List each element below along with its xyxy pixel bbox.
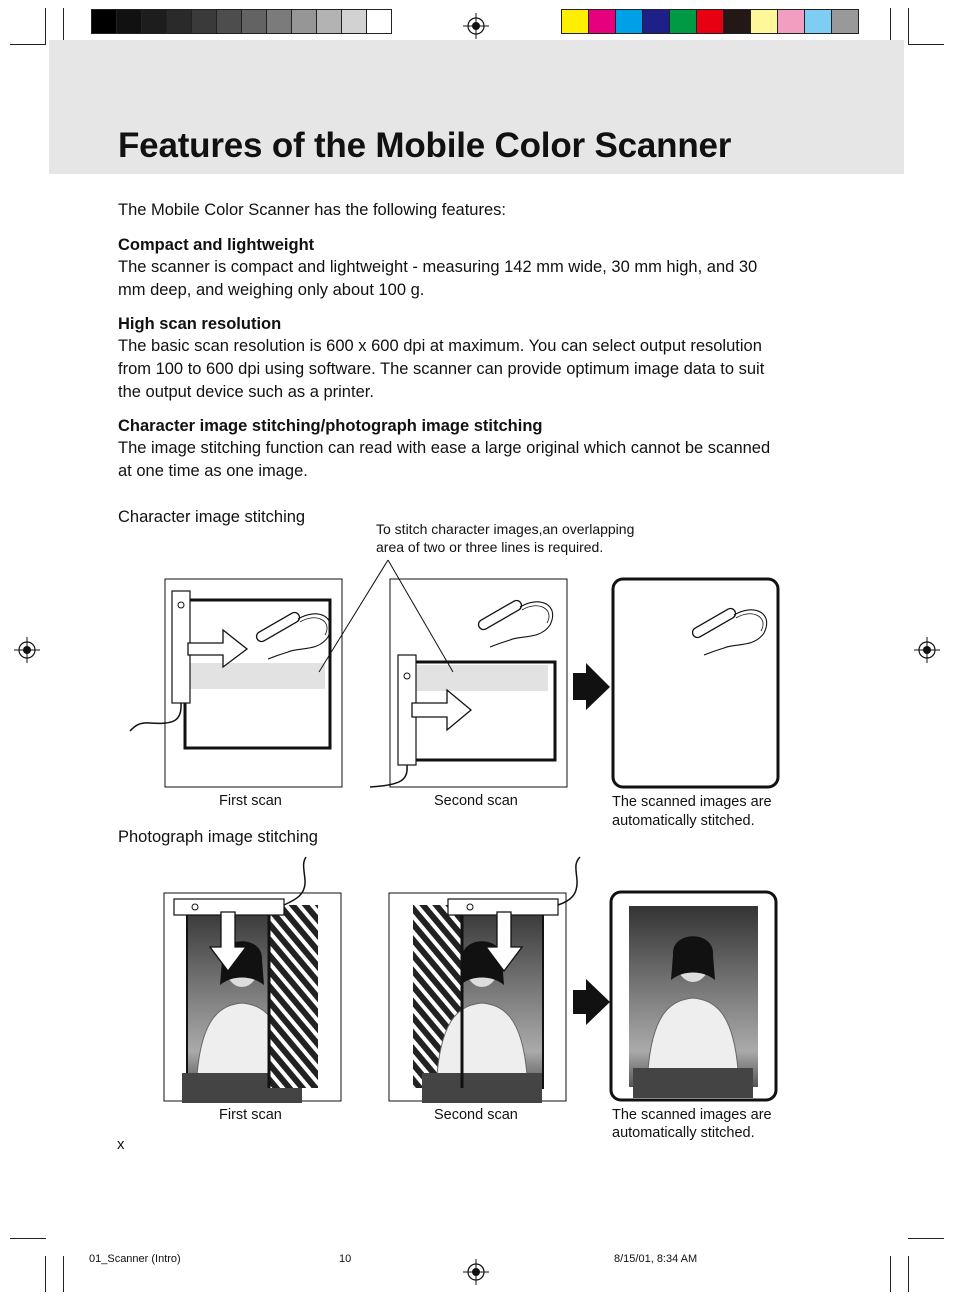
stitched-caption-line2: automatically stitched. (612, 813, 755, 829)
feature-body-stitching-line2: at one time as one image. (118, 462, 308, 480)
color-swatch (561, 9, 589, 34)
color-swatch (588, 9, 616, 34)
feature-body-stitching-line1: The image stitching function can read with ease a large original which cannot be scanned (118, 439, 771, 457)
color-swatch (723, 9, 751, 34)
character-stitching-label: Character image stitching (118, 508, 306, 526)
footer-page-number: 10 (339, 1253, 352, 1265)
overlap-callout-line2: area of two or three lines is required. (376, 539, 604, 555)
gray-swatch (91, 9, 117, 34)
feature-heading-resolution: High scan resolution (118, 315, 282, 333)
color-swatch (642, 9, 670, 34)
color-swatch (615, 9, 643, 34)
photograph-stitching-figure (150, 855, 790, 1110)
gray-swatch (191, 9, 217, 34)
gray-swatch (366, 9, 392, 34)
photo-first-scan-caption: First scan (219, 1107, 282, 1123)
gray-swatch (241, 9, 267, 34)
registration-mark-icon (463, 13, 489, 39)
photo-second-scan-caption: Second scan (434, 1107, 518, 1123)
footer-timestamp: 8/15/01, 8:34 AM (614, 1253, 698, 1265)
feature-body-resolution-line1: The basic scan resolution is 600 x 600 dpi at maximum. You can select output resolution (118, 337, 762, 355)
stitched-caption-line1: The scanned images are (612, 794, 772, 810)
color-swatch (777, 9, 805, 34)
photo-first-scan-panel (164, 857, 341, 1103)
photo-second-scan-panel (389, 857, 580, 1103)
second-scan-panel (370, 579, 567, 787)
feature-body-resolution-line2: from 100 to 600 dpi using software. The scanner can provide optimum image data to suit (118, 360, 765, 378)
photo-stitched-caption-line2: automatically stitched. (612, 1125, 755, 1141)
gray-swatch (216, 9, 242, 34)
feature-body-compact-line2: mm deep, and weighing only about 100 g. (118, 281, 425, 299)
gray-swatch (166, 9, 192, 34)
photograph-stitching-label: Photograph image stitching (118, 828, 318, 846)
gray-swatch (141, 9, 167, 34)
gray-swatch (341, 9, 367, 34)
second-scan-caption: Second scan (434, 793, 518, 809)
feature-body-compact-line1: The scanner is compact and lightweight - measuring 142 mm wide, 30 mm high, and 30 (118, 258, 758, 276)
page-title: Features of the Mobile Color Scanner (118, 126, 732, 165)
gray-swatch (316, 9, 342, 34)
registration-mark-icon (914, 637, 940, 663)
color-swatch (696, 9, 724, 34)
gray-swatch (266, 9, 292, 34)
feature-heading-compact: Compact and lightweight (118, 236, 315, 254)
color-swatch (669, 9, 697, 34)
registration-mark-icon (463, 1259, 489, 1285)
overlap-callout-line1: To stitch character images,an overlapping (376, 521, 635, 537)
color-swatch (750, 9, 778, 34)
gray-swatch (116, 9, 142, 34)
registration-mark-icon (14, 637, 40, 663)
color-swatch (804, 9, 832, 34)
feature-body-resolution-line3: the output device such as a printer. (118, 383, 374, 401)
first-scan-caption: First scan (219, 793, 282, 809)
photo-stitched-caption-line1: The scanned images are (612, 1107, 772, 1123)
character-stitching-figure (120, 555, 800, 800)
color-swatch (831, 9, 859, 34)
page-marker: x (117, 1136, 125, 1153)
first-scan-panel (130, 579, 342, 787)
feature-heading-stitching: Character image stitching/photograph image stitching (118, 417, 543, 435)
footer-filename: 01_Scanner (Intro) (89, 1253, 181, 1265)
photo-stitched-result-panel (611, 892, 776, 1100)
stitched-result-panel (613, 579, 778, 787)
intro-text: The Mobile Color Scanner has the following features: (118, 201, 506, 219)
gray-swatch (291, 9, 317, 34)
